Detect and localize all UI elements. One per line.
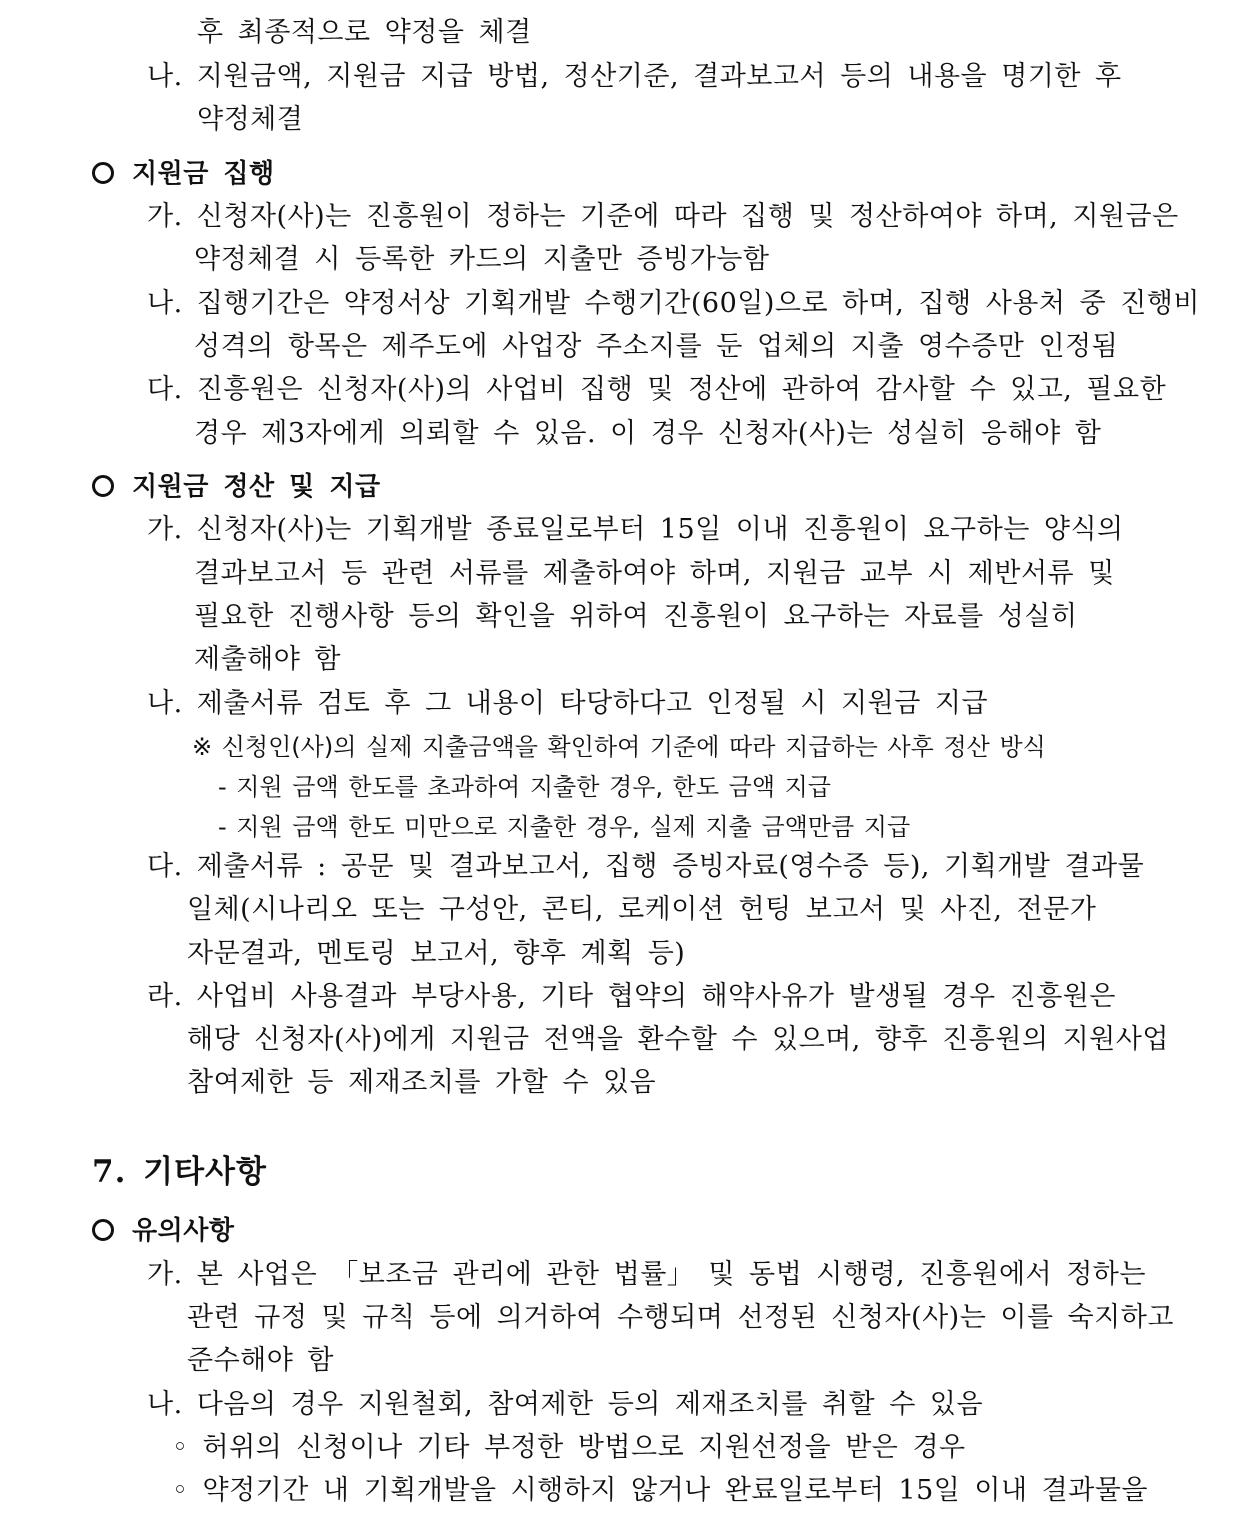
- text-line: 준수해야 함: [187, 1345, 334, 1376]
- section-heading-label: 유의사항: [132, 1216, 235, 1246]
- text-line: 후 최종적으로 약정을 체결: [197, 17, 532, 48]
- text-line: 나. 집행기간은 약정서상 기획개발 수행기간(60일)으로 하며, 집행 사용처 중 진행비: [147, 288, 1200, 319]
- note-line: - 지원 금액 한도 미만으로 지출한 경우, 실제 지출 금액만큼 지급: [218, 813, 911, 841]
- chapter-title: 7. 기타사항: [92, 1154, 267, 1190]
- text-line: ◦ 약정기간 내 기획개발을 시행하지 않거나 완료일로부터 15일 이내 결과물을: [172, 1475, 1148, 1506]
- text-line: 다. 진흥원은 신청자(사)의 사업비 집행 및 정산에 관하여 감사할 수 있고, 필요한: [147, 374, 1167, 405]
- note-line: - 지원 금액 한도를 초과하여 지출한 경우, 한도 금액 지급: [218, 773, 831, 801]
- text-line: 자문결과, 멘토링 보고서, 향후 계획 등): [187, 938, 686, 969]
- text-line: 필요한 진행사항 등의 확인을 위하여 진흥원이 요구하는 자료를 성실히: [194, 601, 1078, 632]
- text-line: 가. 신청자(사)는 진흥원이 정하는 기준에 따라 집행 및 정산하여야 하며, 지원금은: [147, 201, 1179, 232]
- section-heading: [92, 157, 275, 191]
- text-line: ◦ 허위의 신청이나 기타 부정한 방법으로 지원선정을 받은 경우: [172, 1432, 966, 1463]
- text-line: 다. 제출서류 : 공문 및 결과보고서, 집행 증빙자료(영수증 등), 기획개발 결과물: [147, 851, 1145, 882]
- text-line: 가. 신청자(사)는 기획개발 종료일로부터 15일 이내 진흥원이 요구하는 양식의: [147, 514, 1124, 545]
- text-line: 약정체결 시 등록한 카드의 지출만 증빙가능함: [194, 244, 770, 275]
- text-line: 가. 본 사업은 「보조금 관리에 관한 법률」 및 동법 시행령, 진흥원에서 정하는: [147, 1259, 1146, 1290]
- text-line: 나. 지원금액, 지원금 지급 방법, 정산기준, 결과보고서 등의 내용을 명기한 후: [147, 61, 1122, 92]
- text-line: 참여제한 등 제재조치를 가할 수 있음: [187, 1067, 657, 1098]
- text-line: 라. 사업비 사용결과 부당사용, 기타 협약의 해약사유가 발생될 경우 진흥원은: [147, 981, 1116, 1012]
- text-line: 나. 제출서류 검토 후 그 내용이 타당하다고 인정될 시 지원금 지급: [147, 688, 989, 719]
- text-line: 경우 제3자에게 의뢰할 수 있음. 이 경우 신청자(사)는 성실히 응해야 함: [194, 418, 1102, 449]
- note-line: ※ 신청인(사)의 실제 지출금액을 확인하여 기준에 따라 지급하는 사후 정산 방식: [192, 733, 1046, 761]
- text-line: 결과보고서 등 관련 서류를 제출하여야 하며, 지원금 교부 시 제반서류 및: [194, 558, 1115, 589]
- text-line: 성격의 항목은 제주도에 사업장 주소지를 둔 업체의 지출 영수증만 인정됨: [194, 331, 1119, 362]
- circle-bullet-icon: [92, 162, 114, 184]
- section-heading: [92, 1214, 234, 1248]
- circle-bullet-icon: [92, 475, 114, 497]
- circle-bullet-icon: [92, 1219, 114, 1241]
- section-heading-label: 지원금 집행: [132, 159, 275, 189]
- text-line: 해당 신청자(사)에게 지원금 전액을 환수할 수 있으며, 향후 진흥원의 지원사업: [187, 1024, 1169, 1055]
- text-line: 약정체결: [197, 104, 304, 135]
- text-line: 나. 다음의 경우 지원철회, 참여제한 등의 제재조치를 취할 수 있음: [147, 1389, 984, 1420]
- section-heading: [92, 470, 381, 504]
- text-line: 관련 규정 및 규칙 등에 의거하여 수행되며 선정된 신청자(사)는 이를 숙지하고: [187, 1302, 1174, 1333]
- text-line: 일체(시나리오 또는 구성안, 콘티, 로케이션 헌팅 보고서 및 사진, 전문가: [187, 894, 1097, 925]
- section-heading-label: 지원금 정산 및 지급: [132, 472, 381, 502]
- text-line: 제출해야 함: [194, 644, 341, 675]
